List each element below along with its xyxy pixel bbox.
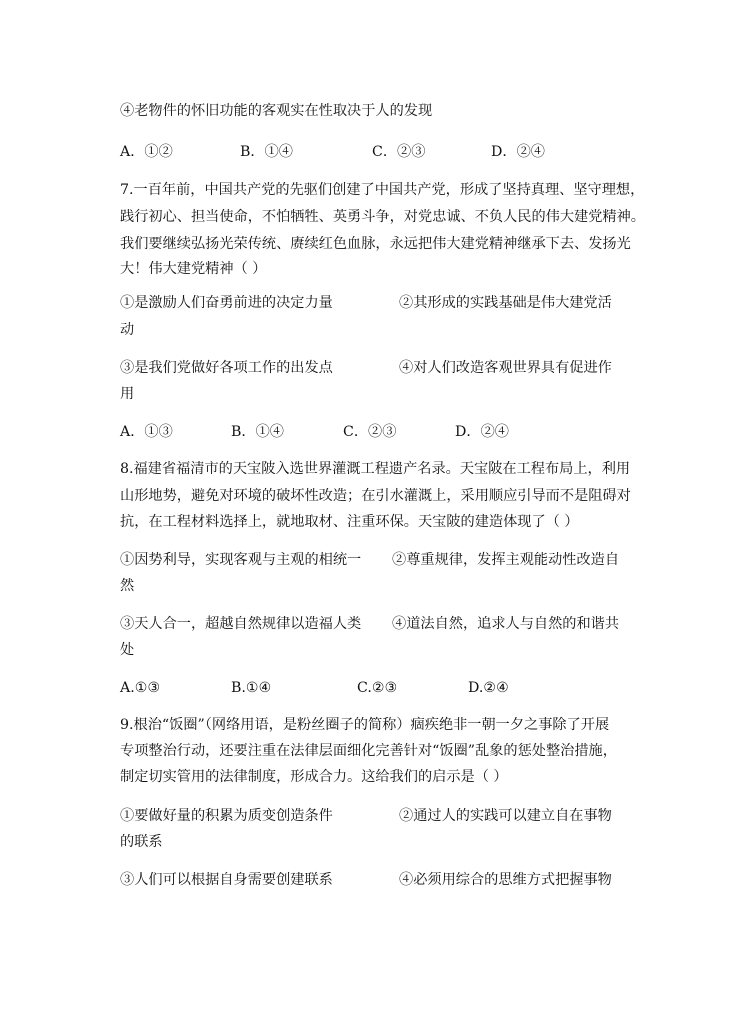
q8-option-4-cont: 处 — [120, 642, 135, 658]
q7-option-3: ③是我们党做好各项工作的出发点 — [120, 360, 333, 376]
q7-option-1: ①是激励人们奋勇前进的决定力量 — [120, 295, 333, 311]
q7-answer-a: A．①③ — [120, 424, 173, 440]
q7-option-4: ④对人们改造客观世界具有促进作 — [399, 360, 612, 376]
prev-answer-d: D．②④ — [491, 144, 545, 160]
q7-answer-b: B．①④ — [231, 424, 284, 440]
q8-stem-line-1: 8.福建省福清市的天宝陂入选世界灌溉工程遗产名录。天宝陂在工程布局上，利用 — [120, 461, 631, 477]
q8-stem-line-3: 抗，在工程材料选择上，就地取材、注重环保。天宝陂的建造体现了（ ） — [120, 514, 579, 530]
q7-stem-line-1: 7.一百年前，中国共产党的先驱们创建了中国共产党，形成了坚持真理、坚守理想， — [120, 182, 645, 198]
q8-answer-d: D.②④ — [468, 680, 509, 696]
q9-option-4: ④必须用综合的思维方式把握事物 — [399, 872, 612, 888]
q7-stem-line-3: 我们要继续弘扬光荣传统、赓续红色血脉，永远把伟大建党精神继承下去、发扬光 — [120, 236, 631, 252]
prev-answer-c: C．②③ — [372, 144, 426, 160]
q7-answer-d: D．②④ — [455, 424, 509, 440]
q8-stem-line-2: 山形地势，避免对环境的破坏性改造；在引水灌溉上，采用顺应引导而不是阻碍对 — [120, 488, 631, 504]
q7-stem-line-4: 大！伟大建党精神（ ） — [120, 261, 267, 277]
q9-stem-line-1: 9.根治“饭圈”（网络用语，是粉丝圈子的简称）痼疾绝非一朝一夕之事除了开展 — [120, 717, 610, 733]
q9-option-3: ③人们可以根据自身需要创建联系 — [120, 872, 333, 888]
q8-answer-a: A.①③ — [120, 680, 161, 696]
prev-answer-a: A．①② — [120, 144, 173, 160]
q8-answer-c: C.②③ — [357, 680, 398, 696]
q8-option-4: ④道法自然，追求人与自然的和谐共 — [392, 616, 620, 632]
q9-option-2: ②通过人的实践可以建立自在事物 — [399, 808, 612, 824]
q9-option-1: ①要做好量的积累为质变创造条件 — [120, 808, 333, 824]
q9-option-2-cont: 的联系 — [120, 834, 163, 850]
q7-stem-line-2: 践行初心、担当使命，不怕牺牲、英勇斗争，对党忠诚、不负人民的伟大建党精神。 — [120, 209, 645, 225]
prev-answer-b: B．①④ — [240, 144, 293, 160]
q8-option-1: ①因势利导，实现客观与主观的相统一 — [120, 552, 362, 568]
q8-answer-b: B.①④ — [231, 680, 272, 696]
q9-stem-line-3: 制定切实管用的法律制度，形成合力。这给我们的启示是（ ） — [120, 769, 508, 785]
q8-option-2-cont: 然 — [120, 578, 135, 594]
q9-stem-line-2: 专项整治行动，还要注重在法律层面细化完善针对“饭圈”乱象的惩处整治措施， — [120, 743, 617, 759]
q8-option-3: ③天人合一，超越自然规律以造福人类 — [120, 616, 362, 632]
q7-option-2: ②其形成的实践基础是伟大建党活 — [399, 295, 612, 311]
prev-option-4: ④老物件的怀旧功能的客观实在性取决于人的发现 — [120, 103, 433, 119]
q7-answer-c: C．②③ — [343, 424, 397, 440]
q7-option-4-cont: 用 — [120, 386, 135, 402]
q7-option-2-cont: 动 — [120, 322, 135, 338]
q8-option-2: ②尊重规律，发挥主观能动性改造自 — [392, 552, 620, 568]
